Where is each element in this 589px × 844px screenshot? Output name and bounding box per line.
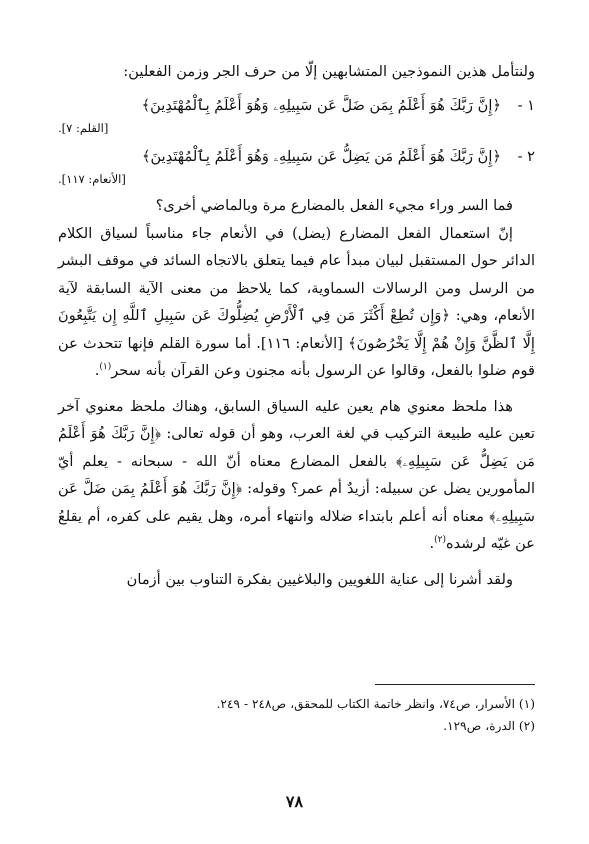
verse-1 xyxy=(58,92,535,119)
paragraph-1 xyxy=(58,220,535,385)
verse-1-number: ١ - xyxy=(517,96,535,114)
paragraph-2-end: . xyxy=(429,535,435,552)
footnote-2: (٢) الدرة، ص١٢٩. xyxy=(443,719,535,733)
paragraph-2-text: هذا ملحظ معنوي هام يعين عليه السياق السابق، وهناك ملحظ معنوي آخر تعين عليه طبيعة التركيب في لغة العرب، وهو أن قوله تعالى: ﴿إِنَّ رَبَّكَ هُوَ أَعْلَمُ مَن يَضِلُّ عَن سَبِيلِهِۦ﴾ بالفعل المضارع معناه أنّ الله - سبحانه - يعلم أيّ المأمورين يضل عن سبيله: أزيدٌ أم عمر؟ وقوله: ﴿إِنَّ رَبَّكَ هُوَ أَعْلَمُ بِمَن ضَلَّ عَن سَبِيلِهِۦ﴾ معناه أنه أعلم بابتداء ضلاله وانتهاء أمره، وهل يقيم على كفره، أم يقلعُ عن غيّه لرشده xyxy=(58,397,535,552)
paragraph-2 xyxy=(58,393,535,558)
page-number: ٧٨ xyxy=(285,792,304,811)
verse-2-text: ﴿إِنَّ رَبَّكَ هُوَ أَعْلَمُ مَن يَضِلُّ عَن سَبِيلِهِۦ وَهُوَ أَعْلَمُ بِٱلْمُهْتَدِينَ﴾ xyxy=(141,147,501,165)
footnote-ref-1: (١) xyxy=(99,362,112,373)
verse-2 xyxy=(58,143,535,170)
footnote-divider xyxy=(375,684,535,685)
footnote-ref-2: (٢) xyxy=(434,535,446,546)
question-line: فما السر وراء مجيء الفعل بالمضارع مرة وبالماضي أخرى؟ xyxy=(155,196,513,214)
footnote-1: (١) الأسرار، ص٧٤، وانظر خاتمة الكتاب للمحقق، ص٢٤٨ - ٢٤٩. xyxy=(216,697,535,711)
paragraph-1-text: إنّ استعمال الفعل المضارع (يضل) في الأنعام جاء مناسباً لسياق الكلام الدائر حول المستقبل لبيان مبدأ عام فيما يتعلق بالاتجاه السائد في موقف البشر من الرسل ومن الرسالات السماوية، كما يلاحظ من معنى الآية السابقة لآية الأنعام، وهي: ﴿وَإِن تُطِعْ أَكْثَرَ مَن فِي ٱلْأَرْضِ يُضِلُّوكَ عَن سَبِيلِ ٱللَّهِ إِن يَتَّبِعُونَ إِلَّا ٱلظَّنَّ وَإِنْ هُمْ إِلَّا يَخْرُصُونَ﴾ [الأنعام: ١١٦]. أما سورة القلم فإنها تتحدث عن قوم ضلوا بالفعل، وقالوا عن الرسول بأنه مجنون وعن القرآن بأنه سحر xyxy=(58,224,535,379)
verse-2-number: ٢ - xyxy=(517,147,535,165)
paragraph-3: ولقد أشرنا إلى عناية اللغويين والبلاغيين بفكرة التناوب بين أزمان xyxy=(126,570,513,588)
intro-paragraph: ولنتأمل هذين النموذجين المتشابهين إلّا من حرف الجر وزمن الفعلين: xyxy=(123,63,535,80)
verse-2-reference: [الأنعام: ١١٧]. xyxy=(58,171,126,186)
paragraph-1-end: . xyxy=(94,362,100,379)
verse-1-text: ﴿إِنَّ رَبَّكَ هُوَ أَعْلَمُ بِمَن ضَلَّ عَن سَبِيلِهِۦ وَهُوَ أَعْلَمُ بِٱلْمُهْتَدِينَ﴾ xyxy=(141,96,501,114)
footnotes xyxy=(58,684,535,737)
verse-1-reference: [القلم: ٧]. xyxy=(58,120,109,135)
